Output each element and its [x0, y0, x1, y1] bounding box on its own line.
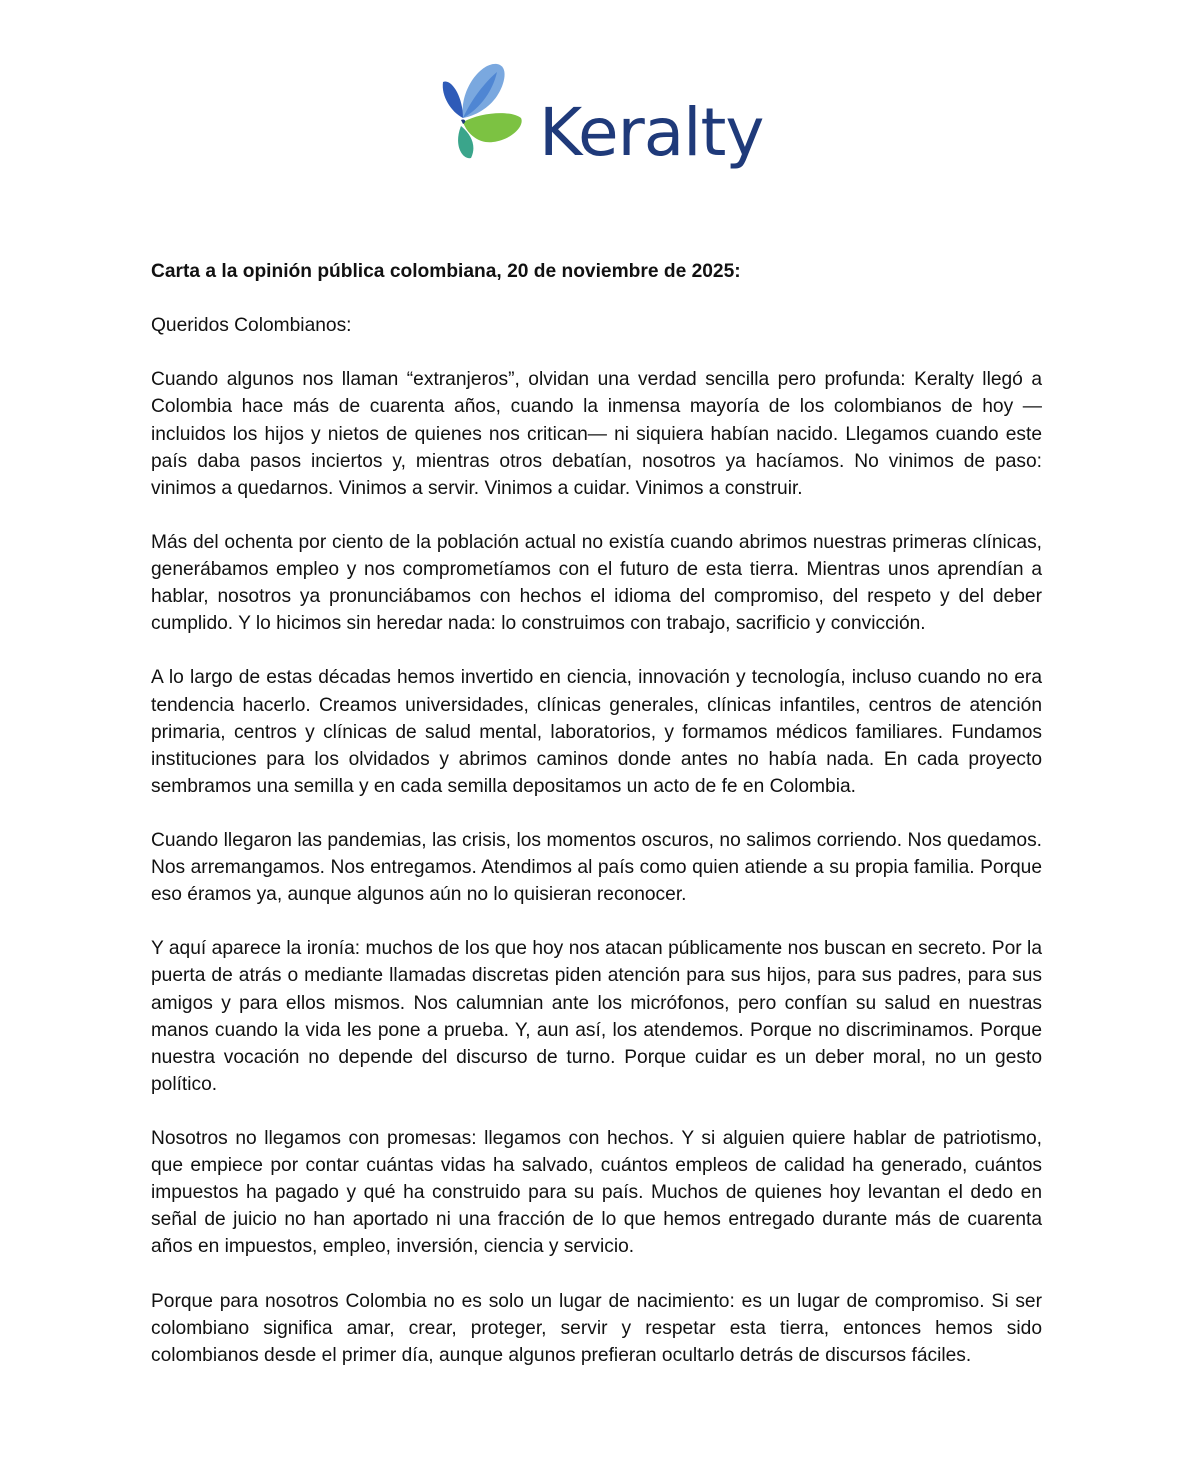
- brand-wordmark: Keralty: [539, 94, 764, 171]
- letter-paragraph: Porque para nosotros Colombia no es solo un lugar de nacimiento: es un lugar de compromiso. Si ser colombiano significa amar, crear, proteger, servir y respetar esta tierra, entonces hemos sido colombianos desde el primer día, aunque algunos prefieran ocultarlo detrás de discursos fáciles.: [151, 1290, 1042, 1366]
- letter-title: Carta a la opinión pública colombiana, 20 de noviembre de 2025:: [151, 261, 741, 282]
- letter-paragraph: Nosotros no llegamos con promesas: llegamos con hechos. Y si alguien quiere hablar de patriotismo, que empiece por contar cuántas vidas ha salvado, cuántos empleos de calidad ha generado, cuántos impuestos ha pagado y qué ha construido para su país. Muchos de quienes hoy levantan el dedo en señal de juicio no han aportado ni una fracción de lo que hemos entregado durante más de cuarenta años en impuestos, empleo, inversión, ciencia y servicio.: [151, 1128, 1042, 1258]
- letter-paragraph: Cuando algunos nos llaman “extranjeros”, olvidan una verdad sencilla pero profunda: Keralty llegó a Colombia hace más de cuarenta años, cuando la inmensa mayoría de los colombianos de hoy —incluidos los hijos y nietos de quienes nos critican— ni siquiera habían nacido. Llegamos cuando este país daba pasos inciertos y, mientras otros debatían, nosotros ya hacíamos. No vinimos de paso: vinimos a quedarnos. Vinimos a servir. Vinimos a cuidar. Vinimos a construir.: [151, 369, 1042, 499]
- letter-paragraph: Más del ochenta por ciento de la población actual no existía cuando abrimos nuestras primeras clínicas, generábamos empleo y nos comprometíamos con el futuro de esta tierra. Mientras unos aprendían a hablar, nosotros ya pronunciábamos con hechos el idioma del compromiso, del respeto y del deber cumplido. Y lo hicimos sin heredar nada: lo construimos con trabajo, sacrificio y convicción.: [151, 531, 1042, 635]
- keralty-logo: [441, 60, 764, 171]
- lower-right-wing-shape: [463, 113, 522, 142]
- letter-paragraph: Cuando llegaron las pandemias, las crisis, los momentos oscuros, no salimos corriendo. Nos quedamos. Nos arremangamos. Nos entregamos. Atendimos al país como quien atiende a su propia familia. Porque eso éramos ya, aunque algunos aún no lo quisieran reconocer.: [151, 829, 1042, 906]
- letter-paragraph: A lo largo de estas décadas hemos invertido en ciencia, innovación y tecnología, incluso cuando no era tendencia hacerlo. Creamos universidades, clínicas generales, clínicas infantiles, centros de atención primaria, centros y clínicas de salud mental, laboratorios, y formamos médicos familiares. Fundamos instituciones para los olvidados y abrimos caminos donde antes no había nada. En cada proyecto sembramos una semilla y en cada semilla depositamos un acto de fe en Colombia.: [151, 667, 1042, 797]
- butterfly-icon: [441, 60, 541, 170]
- letter-salutation: Queridos Colombianos:: [151, 315, 352, 337]
- letter-paragraph: Y aquí aparece la ironía: muchos de los que hoy nos atacan públicamente nos buscan en secreto. Por la puerta de atrás o mediante llamadas discretas piden atención para sus hijos, para sus padres, para sus amigos y para ellos mismos. Nos calumnian ante los micrófonos, pero confían su salud en nuestras manos cuando la vida les pone a prueba. Y, aun así, los atendemos. Porque no discriminamos. Porque nuestra vocación no depende del discurso de turno. Porque cuidar es un deber moral, no un gesto político.: [151, 938, 1042, 1095]
- letter-body: [151, 258, 1042, 1396]
- left-wing-shape: [443, 81, 463, 118]
